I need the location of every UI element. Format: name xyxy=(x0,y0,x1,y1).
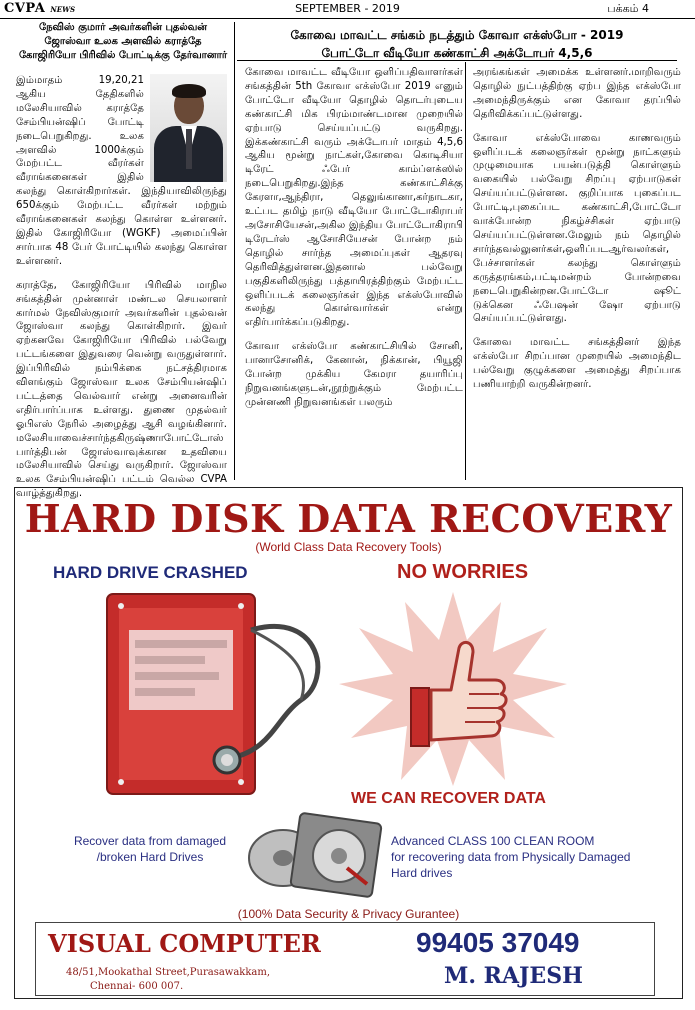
logo-sub: NEWS xyxy=(50,5,76,14)
ad-right-text xyxy=(391,833,671,881)
logo-main: CVPA xyxy=(4,1,46,16)
article2-headline-line2: போட்டோ வீடியோ கண்காட்சி அக்டோபர் 4,5,6 xyxy=(321,46,593,60)
thumbs-up-icon xyxy=(333,588,573,788)
page-number: பக்கம் 4 xyxy=(607,2,649,15)
page-header xyxy=(0,0,695,19)
hard-drive-stethoscope-icon xyxy=(101,590,341,805)
ad-right-line1: Advanced CLASS 100 CLEAN ROOM xyxy=(391,834,595,848)
issue-date: SEPTEMBER - 2019 xyxy=(295,2,400,15)
article2-column1 xyxy=(245,66,463,420)
address-line2: Chennai- 600 007. xyxy=(90,981,184,992)
article2-headline xyxy=(237,26,677,62)
phone-number: 99405 37049 xyxy=(416,927,580,958)
article1-para2: கராத்தே, கோஜிரியோ பிரிவில் மாநில சங்கத்தின் முன்னாள் மண்டல செயலாளர் கார்மல் நேவிஸ்குமார் அவர்களின் புதல்வன் ஜோஸ்வா கலந்து கொள்கிறார். இவர் ஏற்கனவே கோஜிரியோ பிரிவில் பல்வேறு பட்டங்களை இதுவரை வென்று வருதுள்ளார். இப்பிரிவில் நம்பிக்கை நட்சத்திரமாக விளங்கும் ஜோஸ்வா உலக சேம்பியன்ஷிப் பட்டத்தை வெல்வார் என்று அனைவரின் எதிர்பார்ப்பாக உள்ளது. துணை முதல்வர் ஓபிஎஸ் நேரில் அழைத்து ஆசி வழங்கினார். மலேசியாவைச்சார்ந்தகிருஷ்ணாபோட்டோஸ் பார்த்திபன் ஜோஸ்வாவுக்கான உதவியை மலேசியாவில் செய்து வருகிறார். ஜோஸ்வா உலக சேம்பியன்ஷிப் பட்டம் வெல்ல CVPA வாழ்த்துகிறது. xyxy=(16,279,227,500)
ad-hard-drive-crashed: HARD DRIVE CRASHED xyxy=(53,563,248,582)
article2-headline-line1: கோவை மாவட்ட சங்கம் நடத்தும் கோவா எக்ஸ்போ - 2019 xyxy=(290,28,624,42)
ad-right-line2: for recovering data from Physically Damaged xyxy=(391,850,631,864)
company-name: VISUAL COMPUTER xyxy=(48,929,321,958)
article2-para1: கோவை மாவட்ட வீடியோ ஒளிப்பதிவாளர்கள் சங்கத்தின் 5th கோவா எக்ஸ்போ 2019 எனும் போட்டோ வீடியோ தொழில் தொடர்புடைய கண்காட்சி மிக பிரம்மாண்டமான முறையில் ஏற்பாடு செய்யப்பட்டு வருகிறது. இக்கண்காட்சி வரும் அக்டோபர் மாதம் 4,5,6 ஆகிய மூன்று நாட்கள்,கோவை கொடிசியா டிரேட் ஃபேர் காம்ப்ளக்ஸில் நடைபெறுகிறது.இந்த கண்காட்சிக்கு கேரளா,ஆந்திரா, தெலுங்கானா,கர்நாடகா, உட்பட தமிழ் நாடு வீடியோ போட்டோகிராபர் அசோசியேசன்,அகில இந்திய போட்டோகிராபி டிரேடர்ஸ் ஆசோசியேசன் போன்ற நம் தொழில் சார்ந்த அமைப்புகள் ஆதரவு தெரிவித்துள்ளன.இதனால் பல்வேறு பகுதிகளிலிருந்து பத்தாயிரத்திற்கும் மேற்பட்ட ஒளிப்படக் கலைஞர்கள் இந்த எக்ஸ்போவில் கலந்து கொள்வார்கள் என்று எதிர்பார்க்கப்படுகிறது. xyxy=(245,67,463,329)
student-photo xyxy=(150,74,227,182)
article2-para2: கோவா எக்ஸ்போ கண்காட்சியில் சோனி, பானாசோனிக், கேனான், நிக்கான், பியூஜி போன்ற முக்கிய கேமரா தயாரிப்பு நிறுவனங்களுடன்,நூற்றுக்கும் மேற்பட்ட முன்னணி நிறுவனங்கள் பலரும் xyxy=(245,341,463,408)
article2-column2 xyxy=(473,66,681,402)
column-divider xyxy=(234,22,235,480)
ad-right-line3: Hard drives xyxy=(391,866,453,880)
damaged-drives-icon xyxy=(243,808,383,900)
address-line1: 48/51,Mookathal Street,Purasawakkam, xyxy=(66,967,271,978)
contact-person: M. RAJESH xyxy=(444,963,583,989)
ad-no-worries: NO WORRIES xyxy=(397,561,529,583)
column-divider xyxy=(465,62,466,480)
ad-title: HARD DISK DATA RECOVERY xyxy=(24,496,673,541)
article1-body xyxy=(16,74,227,511)
ad-subtitle: (World Class Data Recovery Tools) xyxy=(255,540,442,554)
article2-para3: அரங்கங்கள் அமைக்க உள்ளனர்.மாறிவரும் தொழில் நுட்பத்திற்கு ஏற்ப இந்த எக்ஸ்போ அமைந்திருக்கும் என கோவா தரப்பில் தெரிவிக்கப்பட்டுள்ளது. xyxy=(473,67,681,120)
headline-rule xyxy=(237,60,677,61)
article2-para4: கோவா எக்ஸ்போவை காணவரும் ஒளிப்படக் கலைஞர்கள் மூன்று நாட்களும் முழுமையாக பயன்படுத்தி கொள்ளும் வகையில் பல்வேறு சிறப்பு ஏற்பாடுகள் செய்யப்பட்டுள்ளன. குறிப்பாக புகைப்பட போட்டி,புகைப்பட கண்காட்சி,போட்டோ வாக்போன்ற நிகழ்ச்சிகள் ஏற்பாடு செய்யப்பட்டுள்ளன.மேலும் நம் தொழில் சார்ந்தவல்லுனர்கள்,ஒளிப்படஆர்வலர்கள், பேச்சாளர்கள் கலந்து கொள்ளும் கருத்தரங்கம்,பட்டிமன்றம் போன்றவை நடைபெறுகின்றன.போட்டோ ஷூட் டுக்கென ஃபேஷன் ஷோ ஏற்பாடு செய்யப்பட்டுள்ளது. xyxy=(473,132,681,325)
article2-para5: கோவை மாவட்ட சங்கத்தினர் இந்த எக்ஸ்போ சிறப்பான முறையில் அமைந்திட பல்வேறு குழுக்களை அமைத்து சிறப்பாக பணியாற்றி வருகின்றனர். xyxy=(473,337,681,391)
article1-headline: நேவிஸ் குமார் அவர்களின் புதல்வன் ஜோஸ்வா உலக அளவில் கராத்தே கோஜிரியோ பிரிவில் போட்டிக்கு தேர்வானார் xyxy=(18,22,228,61)
ad-security-note: (100% Data Security & Privacy Gurantee) xyxy=(237,907,460,921)
contact-box xyxy=(35,922,655,996)
advertisement xyxy=(14,487,683,999)
ad-we-can-recover: WE CAN RECOVER DATA xyxy=(351,790,546,807)
ad-left-text: Recover data from damaged /broken Hard Drives xyxy=(73,834,227,864)
article1-para1: இம்மாதம் 19,20,21 ஆகிய தேதிகளில் மலேசியாவில் கராத்தே சேம்பியன்ஷிப் போட்டி நடைபெறுகிறது. உலக அளவில் 1000க்கும் மேற்பட்ட வீரர்கள் வீராங்கனைகள் இதில் கலந்து கொள்கிறார்கள். இந்தியாவிலிருந்து 650க்கும் மேற்பட்ட வீரர்கள் மற்றும் வீராங்கனைகள் கலந்து கொள்ள உள்ளனர். இதில் கோஜிரியோ (WGKF) அமைப்பின் சார்பாக 48 பேர் போட்டியில் கலந்து கொள்ள உள்ளனர். xyxy=(16,75,227,267)
